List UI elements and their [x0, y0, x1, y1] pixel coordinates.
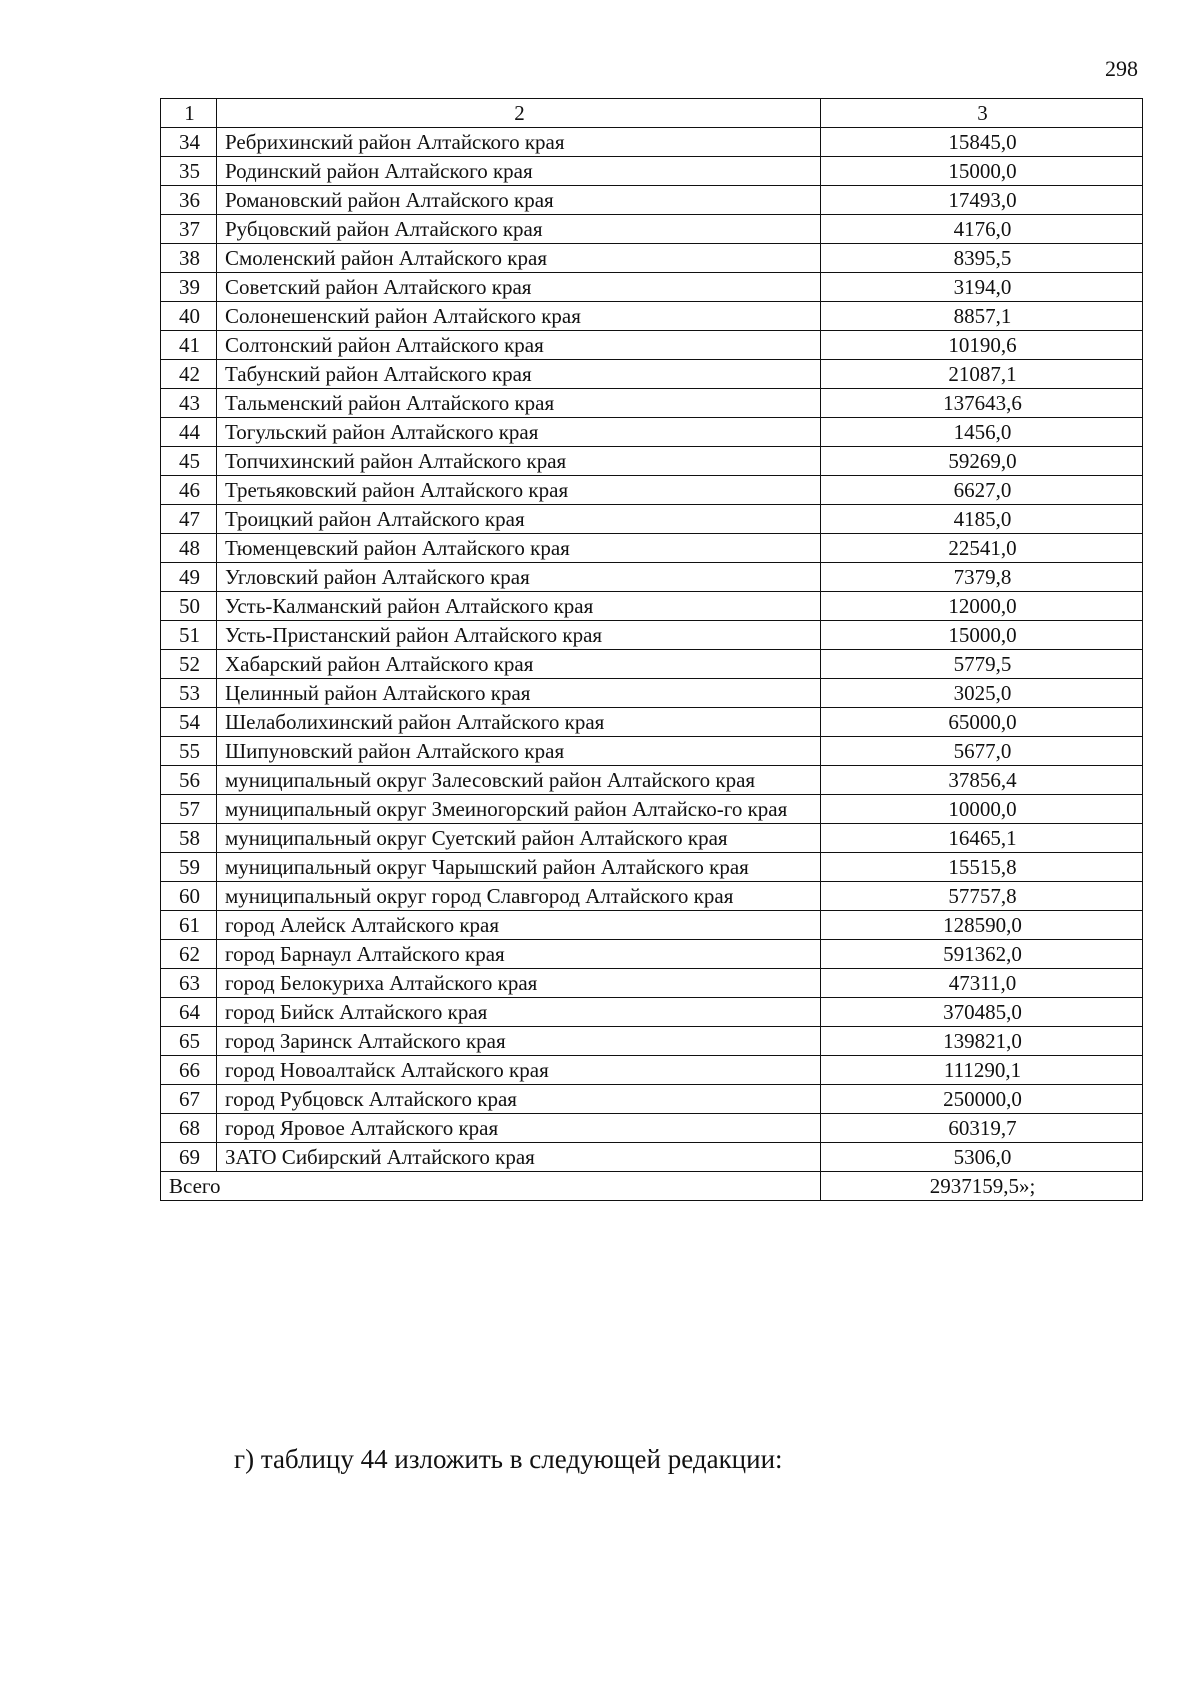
row-value: 111290,1 — [821, 1056, 1143, 1085]
table-row — [161, 563, 1143, 592]
row-number: 37 — [161, 215, 217, 244]
row-number: 64 — [161, 998, 217, 1027]
row-number: 57 — [161, 795, 217, 824]
row-number: 58 — [161, 824, 217, 853]
row-value: 5677,0 — [821, 737, 1143, 766]
row-value: 5306,0 — [821, 1143, 1143, 1172]
table-row — [161, 679, 1143, 708]
row-name: Шелаболихинский район Алтайского края — [217, 708, 821, 737]
row-value: 1456,0 — [821, 418, 1143, 447]
row-value: 8857,1 — [821, 302, 1143, 331]
row-name: город Рубцовск Алтайского края — [217, 1085, 821, 1114]
row-number: 62 — [161, 940, 217, 969]
row-value: 3194,0 — [821, 273, 1143, 302]
row-number: 42 — [161, 360, 217, 389]
row-name: Ребрихинский район Алтайского края — [217, 128, 821, 157]
table-row — [161, 186, 1143, 215]
row-name: Хабарский район Алтайского края — [217, 650, 821, 679]
row-number: 61 — [161, 911, 217, 940]
row-name: Троицкий район Алтайского края — [217, 505, 821, 534]
row-value: 21087,1 — [821, 360, 1143, 389]
row-number: 48 — [161, 534, 217, 563]
table-row — [161, 621, 1143, 650]
row-number: 69 — [161, 1143, 217, 1172]
row-value: 60319,7 — [821, 1114, 1143, 1143]
header-col-3: 3 — [821, 99, 1143, 128]
row-value: 12000,0 — [821, 592, 1143, 621]
row-name: муниципальный округ Чарышский район Алтайского края — [217, 853, 821, 882]
row-value: 591362,0 — [821, 940, 1143, 969]
row-number: 41 — [161, 331, 217, 360]
table-row — [161, 1056, 1143, 1085]
row-name: Советский район Алтайского края — [217, 273, 821, 302]
table-row — [161, 737, 1143, 766]
row-number: 44 — [161, 418, 217, 447]
row-value: 4185,0 — [821, 505, 1143, 534]
table-row — [161, 853, 1143, 882]
row-number: 50 — [161, 592, 217, 621]
row-name: Смоленский район Алтайского края — [217, 244, 821, 273]
total-label: Всего — [161, 1172, 821, 1201]
row-name: муниципальный округ Суетский район Алтайского края — [217, 824, 821, 853]
row-name: город Бийск Алтайского края — [217, 998, 821, 1027]
row-name: Усть-Пристанский район Алтайского края — [217, 621, 821, 650]
row-value: 17493,0 — [821, 186, 1143, 215]
row-value: 15000,0 — [821, 157, 1143, 186]
row-value: 59269,0 — [821, 447, 1143, 476]
row-name: муниципальный округ город Славгород Алтайского края — [217, 882, 821, 911]
row-number: 51 — [161, 621, 217, 650]
table-row — [161, 911, 1143, 940]
row-value: 8395,5 — [821, 244, 1143, 273]
row-number: 49 — [161, 563, 217, 592]
row-number: 60 — [161, 882, 217, 911]
table-footer — [161, 1172, 1143, 1201]
table-row — [161, 302, 1143, 331]
row-name: Рубцовский район Алтайского края — [217, 215, 821, 244]
row-name: Угловский район Алтайского края — [217, 563, 821, 592]
row-value: 16465,1 — [821, 824, 1143, 853]
row-value: 47311,0 — [821, 969, 1143, 998]
table-row — [161, 447, 1143, 476]
row-value: 15845,0 — [821, 128, 1143, 157]
table-row — [161, 1085, 1143, 1114]
instruction-text: г) таблицу 44 изложить в следующей редакции: — [234, 1444, 783, 1474]
row-name: Тальменский район Алтайского края — [217, 389, 821, 418]
row-number: 54 — [161, 708, 217, 737]
table-row — [161, 882, 1143, 911]
row-value: 128590,0 — [821, 911, 1143, 940]
row-name: Тюменцевский район Алтайского края — [217, 534, 821, 563]
row-name: Солтонский район Алтайского края — [217, 331, 821, 360]
table-row — [161, 824, 1143, 853]
row-value: 137643,6 — [821, 389, 1143, 418]
table-row — [161, 1143, 1143, 1172]
total-value: 2937159,5»; — [821, 1172, 1143, 1201]
row-number: 40 — [161, 302, 217, 331]
row-number: 36 — [161, 186, 217, 215]
row-number: 67 — [161, 1085, 217, 1114]
row-value: 37856,4 — [821, 766, 1143, 795]
table-row — [161, 157, 1143, 186]
row-value: 5779,5 — [821, 650, 1143, 679]
table-row — [161, 418, 1143, 447]
table-header-row — [161, 99, 1143, 128]
row-value: 22541,0 — [821, 534, 1143, 563]
row-number: 47 — [161, 505, 217, 534]
row-name: муниципальный округ Змеиногорский район Алтайско-го края — [217, 795, 821, 824]
table-row — [161, 969, 1143, 998]
table-row — [161, 534, 1143, 563]
row-value: 250000,0 — [821, 1085, 1143, 1114]
row-name: Романовский район Алтайского края — [217, 186, 821, 215]
row-value: 57757,8 — [821, 882, 1143, 911]
row-number: 34 — [161, 128, 217, 157]
row-number: 39 — [161, 273, 217, 302]
row-number: 46 — [161, 476, 217, 505]
table-row — [161, 1027, 1143, 1056]
row-value: 15515,8 — [821, 853, 1143, 882]
table-row — [161, 1114, 1143, 1143]
row-value: 7379,8 — [821, 563, 1143, 592]
table-row — [161, 998, 1143, 1027]
row-number: 43 — [161, 389, 217, 418]
table-row — [161, 360, 1143, 389]
row-number: 55 — [161, 737, 217, 766]
row-number: 68 — [161, 1114, 217, 1143]
row-name: Табунский район Алтайского края — [217, 360, 821, 389]
table-row — [161, 592, 1143, 621]
row-name: Топчихинский район Алтайского края — [217, 447, 821, 476]
header-col-1: 1 — [161, 99, 217, 128]
total-row — [161, 1172, 1143, 1201]
table-row — [161, 128, 1143, 157]
row-value: 6627,0 — [821, 476, 1143, 505]
row-number: 56 — [161, 766, 217, 795]
row-number: 59 — [161, 853, 217, 882]
table-row — [161, 940, 1143, 969]
row-name: Родинский район Алтайского края — [217, 157, 821, 186]
row-name: Тогульский район Алтайского края — [217, 418, 821, 447]
row-number: 66 — [161, 1056, 217, 1085]
table-row — [161, 476, 1143, 505]
row-number: 53 — [161, 679, 217, 708]
row-name: Третьяковский район Алтайского края — [217, 476, 821, 505]
row-number: 38 — [161, 244, 217, 273]
row-value: 65000,0 — [821, 708, 1143, 737]
row-number: 45 — [161, 447, 217, 476]
row-value: 10000,0 — [821, 795, 1143, 824]
table-row — [161, 215, 1143, 244]
row-value: 370485,0 — [821, 998, 1143, 1027]
row-name: город Барнаул Алтайского края — [217, 940, 821, 969]
page-number: 298 — [1105, 56, 1138, 81]
row-name: Солонешенский район Алтайского края — [217, 302, 821, 331]
row-name: Целинный район Алтайского края — [217, 679, 821, 708]
row-name: город Белокуриха Алтайского края — [217, 969, 821, 998]
table-row — [161, 505, 1143, 534]
row-value: 10190,6 — [821, 331, 1143, 360]
row-number: 35 — [161, 157, 217, 186]
row-name: Шипуновский район Алтайского края — [217, 737, 821, 766]
row-name: ЗАТО Сибирский Алтайского края — [217, 1143, 821, 1172]
header-col-2: 2 — [217, 99, 821, 128]
row-number: 65 — [161, 1027, 217, 1056]
table-row — [161, 766, 1143, 795]
row-name: город Новоалтайск Алтайского края — [217, 1056, 821, 1085]
table-row — [161, 795, 1143, 824]
row-value: 4176,0 — [821, 215, 1143, 244]
row-name: город Заринск Алтайского края — [217, 1027, 821, 1056]
table-row — [161, 650, 1143, 679]
row-number: 63 — [161, 969, 217, 998]
table-row — [161, 273, 1143, 302]
row-name: город Яровое Алтайского края — [217, 1114, 821, 1143]
table-row — [161, 331, 1143, 360]
row-name: город Алейск Алтайского края — [217, 911, 821, 940]
row-name: Усть-Калманский район Алтайского края — [217, 592, 821, 621]
table-row — [161, 708, 1143, 737]
row-value: 15000,0 — [821, 621, 1143, 650]
row-number: 52 — [161, 650, 217, 679]
table-row — [161, 389, 1143, 418]
row-name: муниципальный округ Залесовский район Алтайского края — [217, 766, 821, 795]
row-value: 139821,0 — [821, 1027, 1143, 1056]
budget-table — [160, 98, 1143, 1201]
table-header — [161, 99, 1143, 128]
row-value: 3025,0 — [821, 679, 1143, 708]
table-body — [161, 128, 1143, 1172]
table-row — [161, 244, 1143, 273]
